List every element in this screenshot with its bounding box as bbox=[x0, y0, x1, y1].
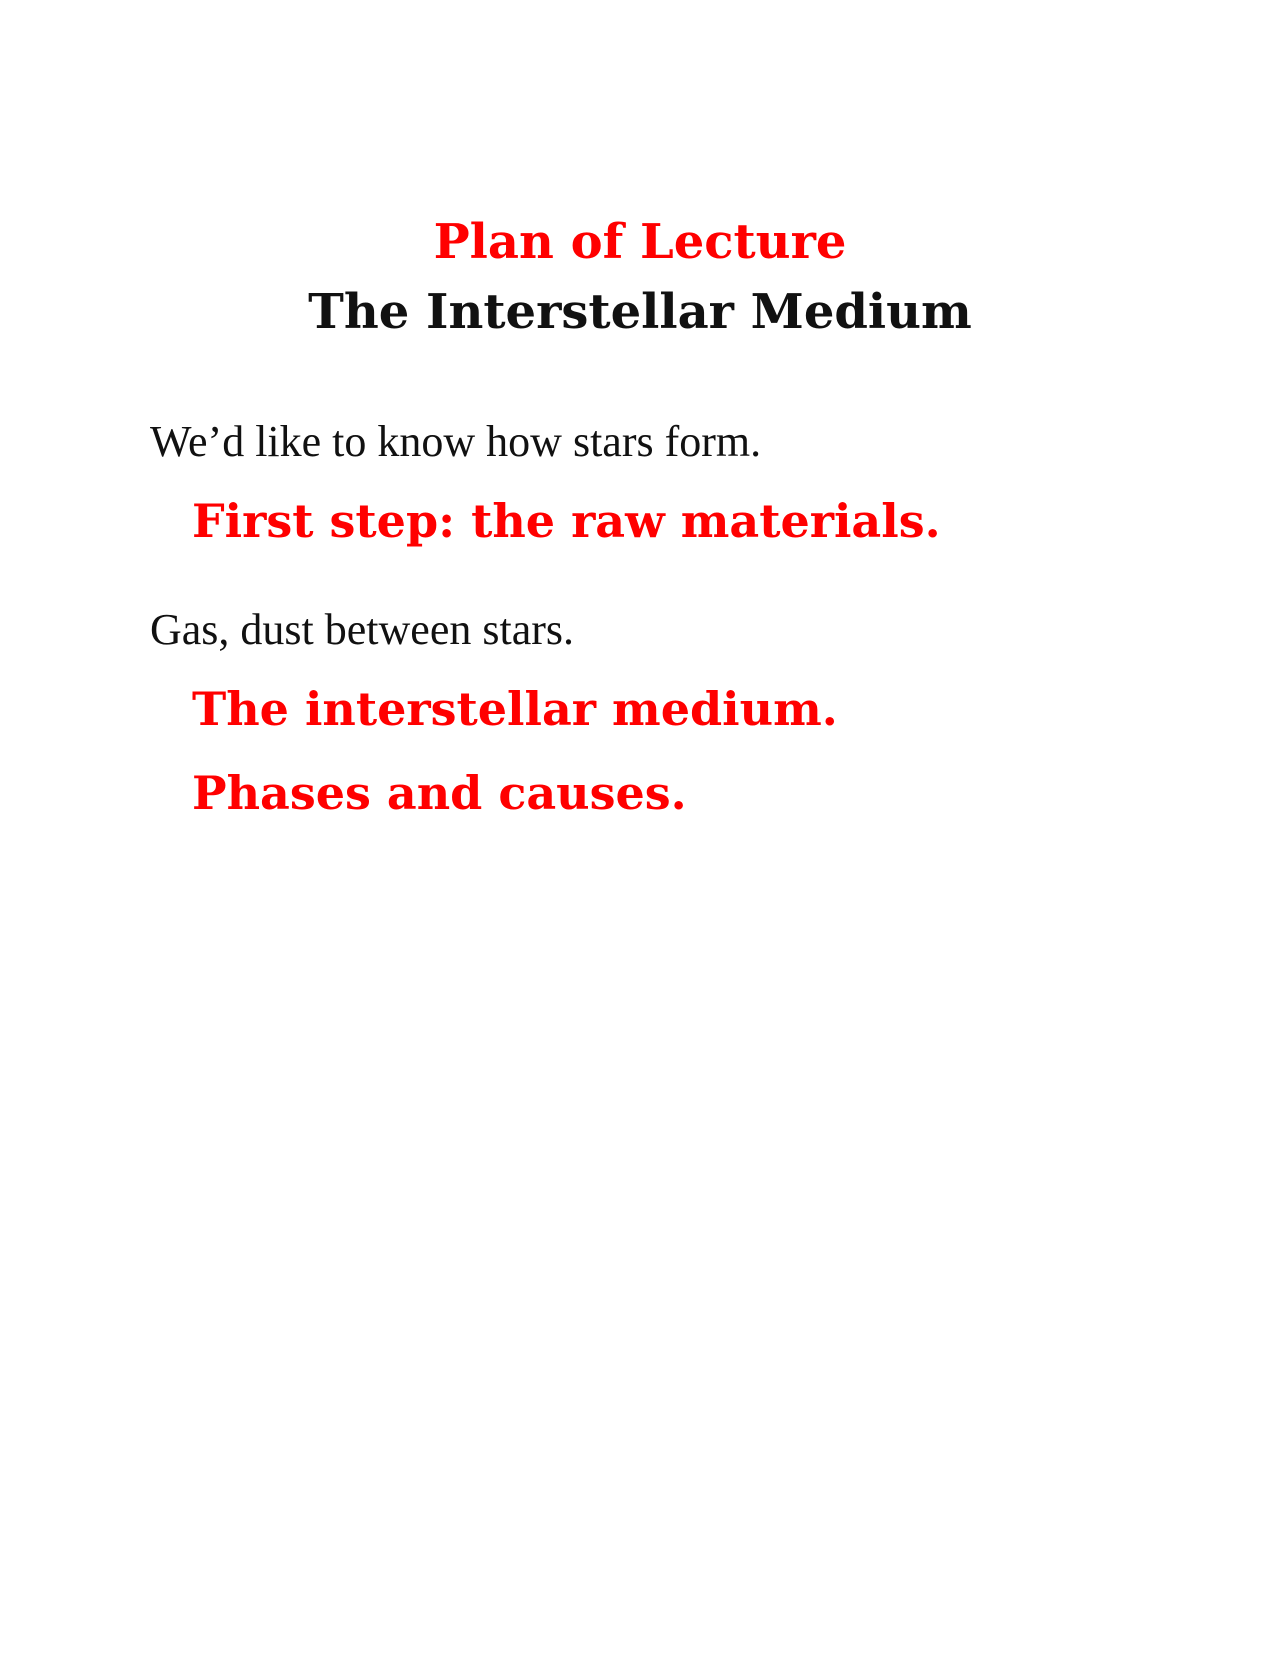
point-interstellar-medium: The interstellar medium. bbox=[192, 682, 838, 736]
slide-subtitle: The Interstellar Medium bbox=[308, 284, 972, 340]
statement-gas-dust: Gas, dust between stars. bbox=[150, 605, 575, 654]
point-phases-causes: Phases and causes. bbox=[192, 766, 687, 820]
point-raw-materials: First step: the raw materials. bbox=[192, 494, 941, 548]
statement-star-formation: We’d like to know how stars form. bbox=[150, 417, 762, 466]
slide-title: Plan of Lecture bbox=[433, 214, 847, 270]
